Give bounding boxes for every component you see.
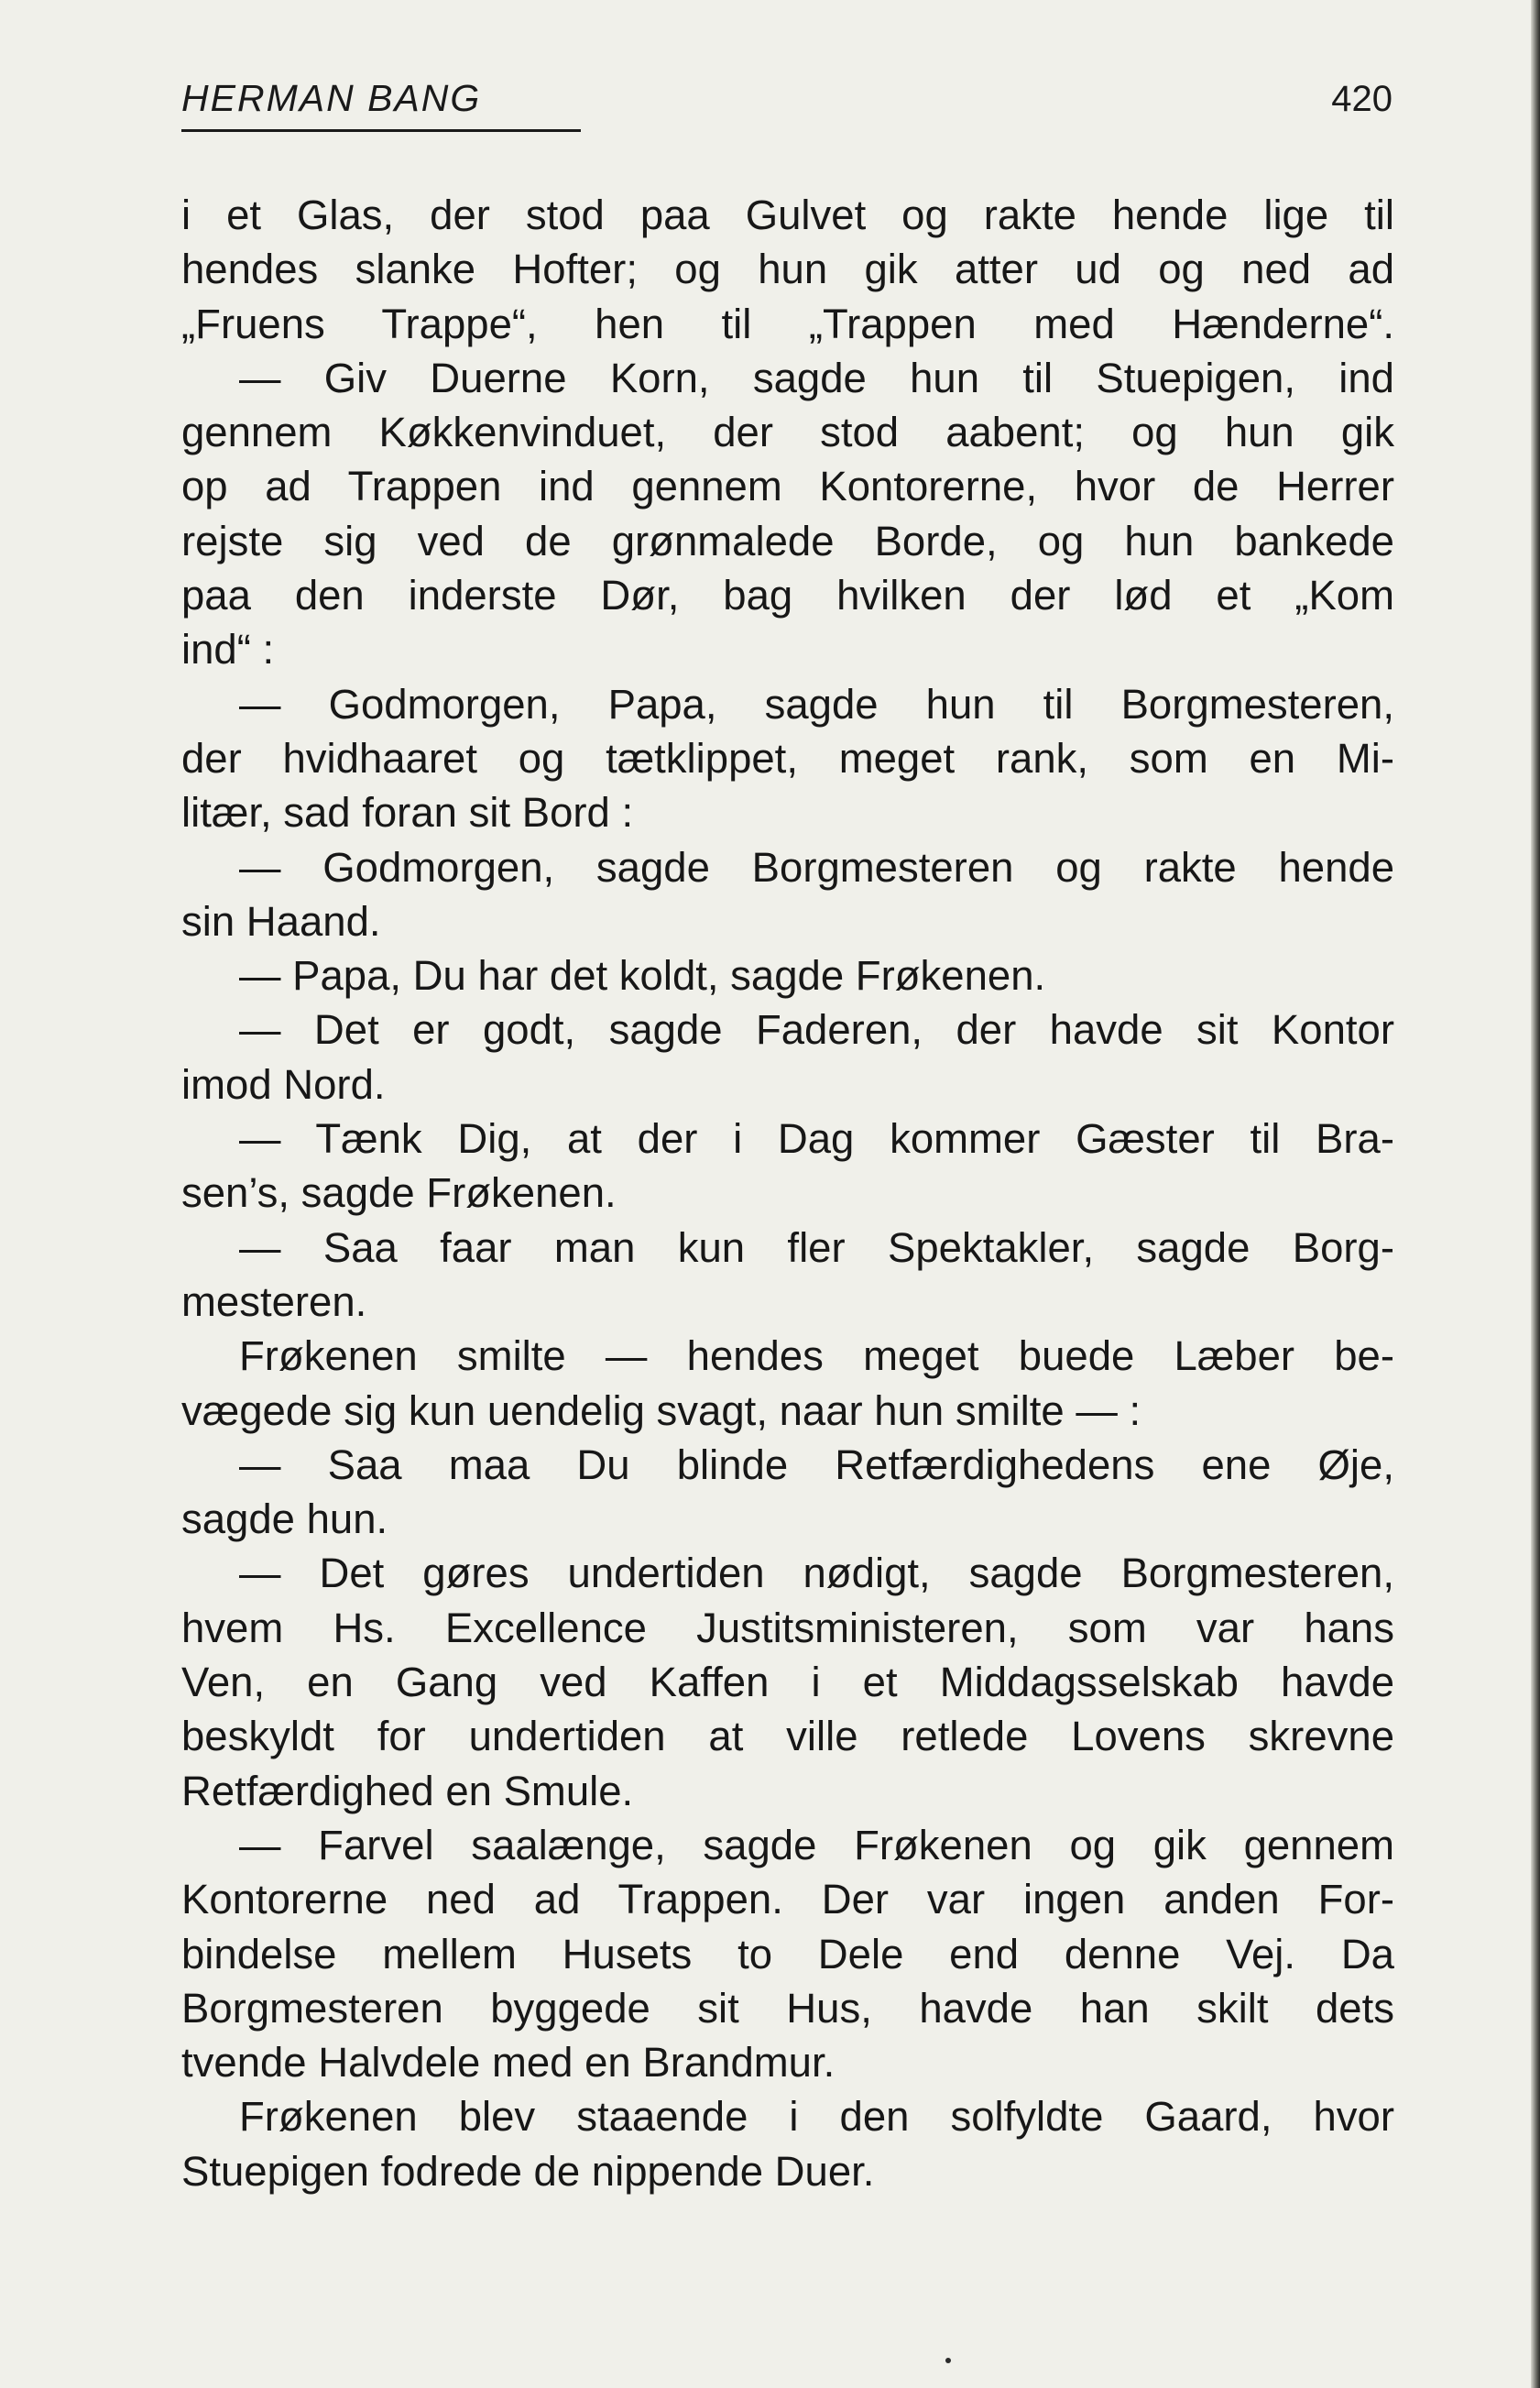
text-line: sagde hun. — [181, 1495, 388, 1543]
text-line: ind“ : — [181, 626, 275, 674]
text-line: Frøkenen blev staaende i den solfyldte Gaard, hvor — [239, 2093, 1394, 2141]
header-rule — [181, 129, 581, 132]
page-edge-shadow — [1531, 0, 1540, 2388]
text-line: op ad Trappen ind gennem Kontorerne, hvor de Herrer — [181, 463, 1394, 510]
page-number: 420 — [1331, 79, 1393, 119]
text-line: — Saa faar man kun fler Spektakler, sagde Borg- — [239, 1223, 1394, 1271]
text-line: i et Glas, der stod paa Gulvet og rakte hende lige til — [181, 192, 1394, 238]
text-line: — Tænk Dig, at der i Dag kommer Gæster til Bra- — [239, 1115, 1394, 1163]
text-line: hvem Hs. Excellence Justitsministeren, som var hans — [181, 1604, 1394, 1651]
text-line: — Det gøres undertiden nødigt, sagde Borgmesteren, — [239, 1550, 1394, 1597]
text-line: litær, sad foran sit Bord : — [181, 789, 634, 837]
text-line: beskyldt for undertiden at ville retlede Lovens skrevne — [181, 1713, 1394, 1760]
text-line: „Fruens Trappe“, hen til „Trappen med Hænderne“. — [181, 300, 1394, 347]
text-line: Retfærdighed en Smule. — [181, 1767, 634, 1814]
text-line: Borgmesteren byggede sit Hus, havde han skilt dets — [181, 1984, 1394, 2032]
print-speck — [945, 2358, 951, 2363]
text-line: gennem Køkkenvinduet, der stod aabent; og hun gik — [181, 409, 1394, 456]
text-line: paa den inderste Dør, bag hvilken der lød et „Kom — [181, 572, 1394, 619]
text-line: — Giv Duerne Korn, sagde hun til Stuepigen, ind — [239, 354, 1394, 401]
text-line: Stuepigen fodrede de nippende Duer. — [181, 2147, 875, 2195]
text-line: Frøkenen smilte — hendes meget buede Læber be- — [239, 1332, 1394, 1380]
body-text — [181, 188, 1394, 2198]
text-line: vægede sig kun uendelig svagt, naar hun smilte — : — [181, 1386, 1141, 1434]
text-line: — Godmorgen, Papa, sagde hun til Borgmesteren, — [239, 680, 1394, 728]
text-line: Kontorerne ned ad Trappen. Der var ingen anden For- — [181, 1876, 1394, 1923]
text-line: mesteren. — [181, 1277, 367, 1325]
text-line: hendes slanke Hofter; og hun gik atter ud og ned ad — [181, 246, 1394, 293]
text-line: rejste sig ved de grønmalede Borde, og hun bankede — [181, 517, 1394, 564]
text-line: tvende Halvdele med en Brandmur. — [181, 2039, 836, 2087]
running-title: HERMAN BANG — [181, 77, 482, 119]
text-line: — Godmorgen, sagde Borgmesteren og rakte hende — [239, 843, 1394, 891]
text-line: sin Haand. — [181, 897, 381, 945]
text-line: imod Nord. — [181, 1060, 386, 1108]
page-header — [181, 77, 1393, 132]
text-line: Ven, en Gang ved Kaffen i et Middagsselskab havde — [181, 1659, 1394, 1706]
text-line: — Farvel saalænge, sagde Frøkenen og gik gennem — [239, 1821, 1394, 1868]
text-line: — Det er godt, sagde Faderen, der havde sit Kontor — [239, 1006, 1394, 1054]
text-line: der hvidhaaret og tætklippet, meget rank, som en Mi- — [181, 734, 1394, 782]
text-line: bindelse mellem Husets to Dele end denne Vej. Da — [181, 1930, 1394, 1977]
text-line: — Saa maa Du blinde Retfærdighedens ene Øje, — [239, 1440, 1394, 1488]
text-line: sen’s, sagde Frøkenen. — [181, 1169, 617, 1217]
text-line: — Papa, Du har det koldt, sagde Frøkenen. — [239, 952, 1046, 1000]
